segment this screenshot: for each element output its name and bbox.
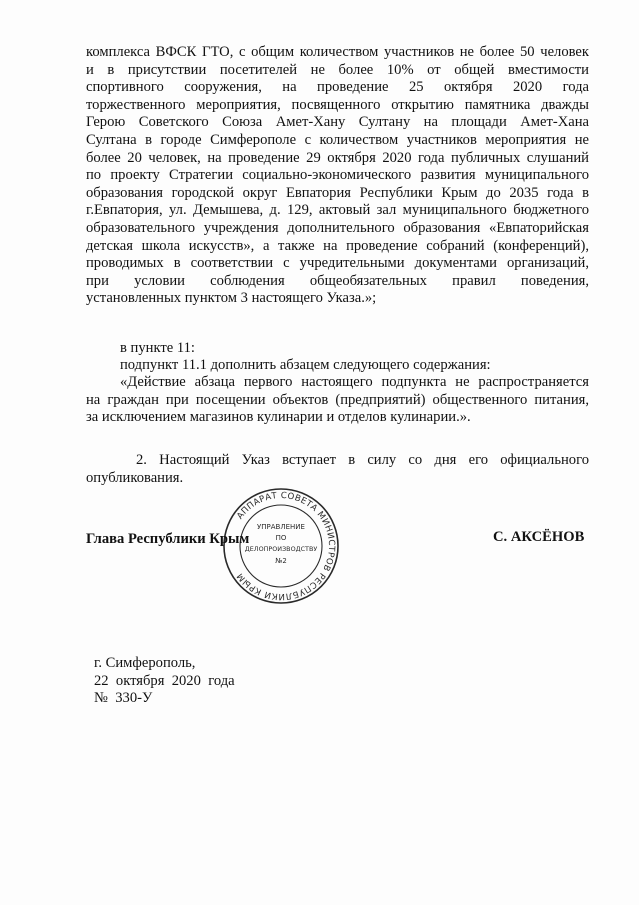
quoted-amendment <box>86 374 589 427</box>
clause-11-heading <box>86 340 589 358</box>
main-paragraph <box>86 44 589 308</box>
footer-number: № 330-У <box>94 690 153 707</box>
text-line: г.Евпатория, ул. Демышева, д. 129, актовый зал муниципального бюджетного <box>86 202 589 219</box>
seal-center-line: ПО <box>275 534 287 542</box>
seal-center-line: УПРАВЛЕНИЕ <box>257 523 305 531</box>
text-line: за исключением магазинов кулинарии и отделов кулинарии.». <box>86 409 471 426</box>
text-line: проводимых в соответствии с учредительными документами организаций, <box>86 255 589 272</box>
text-line: по проекту Стратегии социально-экономического развития муниципального <box>86 167 589 184</box>
footer-city: г. Симферополь, <box>94 655 196 671</box>
text-line: подпункт 11.1 дополнить абзацем следующего содержания: <box>120 357 491 373</box>
signatory-name: С. АКСЁНОВ <box>493 529 585 545</box>
clause-2 <box>86 452 589 487</box>
text-line: на граждан при посещении объектов (предприятий) общественного питания, <box>86 391 589 408</box>
signatory-title: Глава Республики Крым <box>86 531 250 547</box>
text-line: установленных пунктом 3 настоящего Указа.»; <box>86 290 377 307</box>
text-line: образовательного учреждения дополнительного образования «Евпаторийская <box>86 219 589 236</box>
text-line: Герою Советского Союза Амет-Хану Султану на площади Амет-Хана <box>86 114 589 131</box>
text-line: Султана в городе Симферополе с количеством участников мероприятия не <box>86 131 589 148</box>
text-line: при условии соблюдения общеобязательных правил поведения, <box>86 272 589 289</box>
text-line: и в присутствии посетителей не более 10% от общей вместимости <box>86 61 589 78</box>
text-line: торжественного мероприятия, посвященного открытию памятника дважды <box>86 96 589 113</box>
seal-ring-text: АППАРАТ СОВЕТА МИНИСТРОВ РЕСПУБЛИКИ КРЫМ <box>235 490 337 602</box>
text-line: «Действие абзаца первого настоящего подпункта не распространяется <box>120 374 589 390</box>
text-line: образования городской округ Евпатория Республики Крым до 2035 года в <box>86 184 589 201</box>
text-line: спортивного сооружения, на проведение 25 октября 2020 года <box>86 79 589 96</box>
subclause-11-1 <box>86 357 589 375</box>
footer-date: 22 октября 2020 года <box>94 672 235 689</box>
text-line: опубликования. <box>86 469 184 486</box>
document-footer <box>94 655 235 708</box>
text-line: 2. Настоящий Указ вступает в силу со дня его официального <box>136 452 589 468</box>
text-line: комплекса ВФСК ГТО, с общим количеством участников не более 50 человек <box>86 44 589 60</box>
text-line: в пункте 11: <box>120 340 195 356</box>
text-line: детская школа искусств», а также на проведение собраний (конференций), <box>86 237 589 254</box>
text-line: более 20 человек, на проведение 29 октября 2020 года публичных слушаний <box>86 149 589 166</box>
seal-center-line: ДЕЛОПРОИЗВОДСТВУ <box>244 545 318 553</box>
seal-center-line: №2 <box>275 557 287 565</box>
